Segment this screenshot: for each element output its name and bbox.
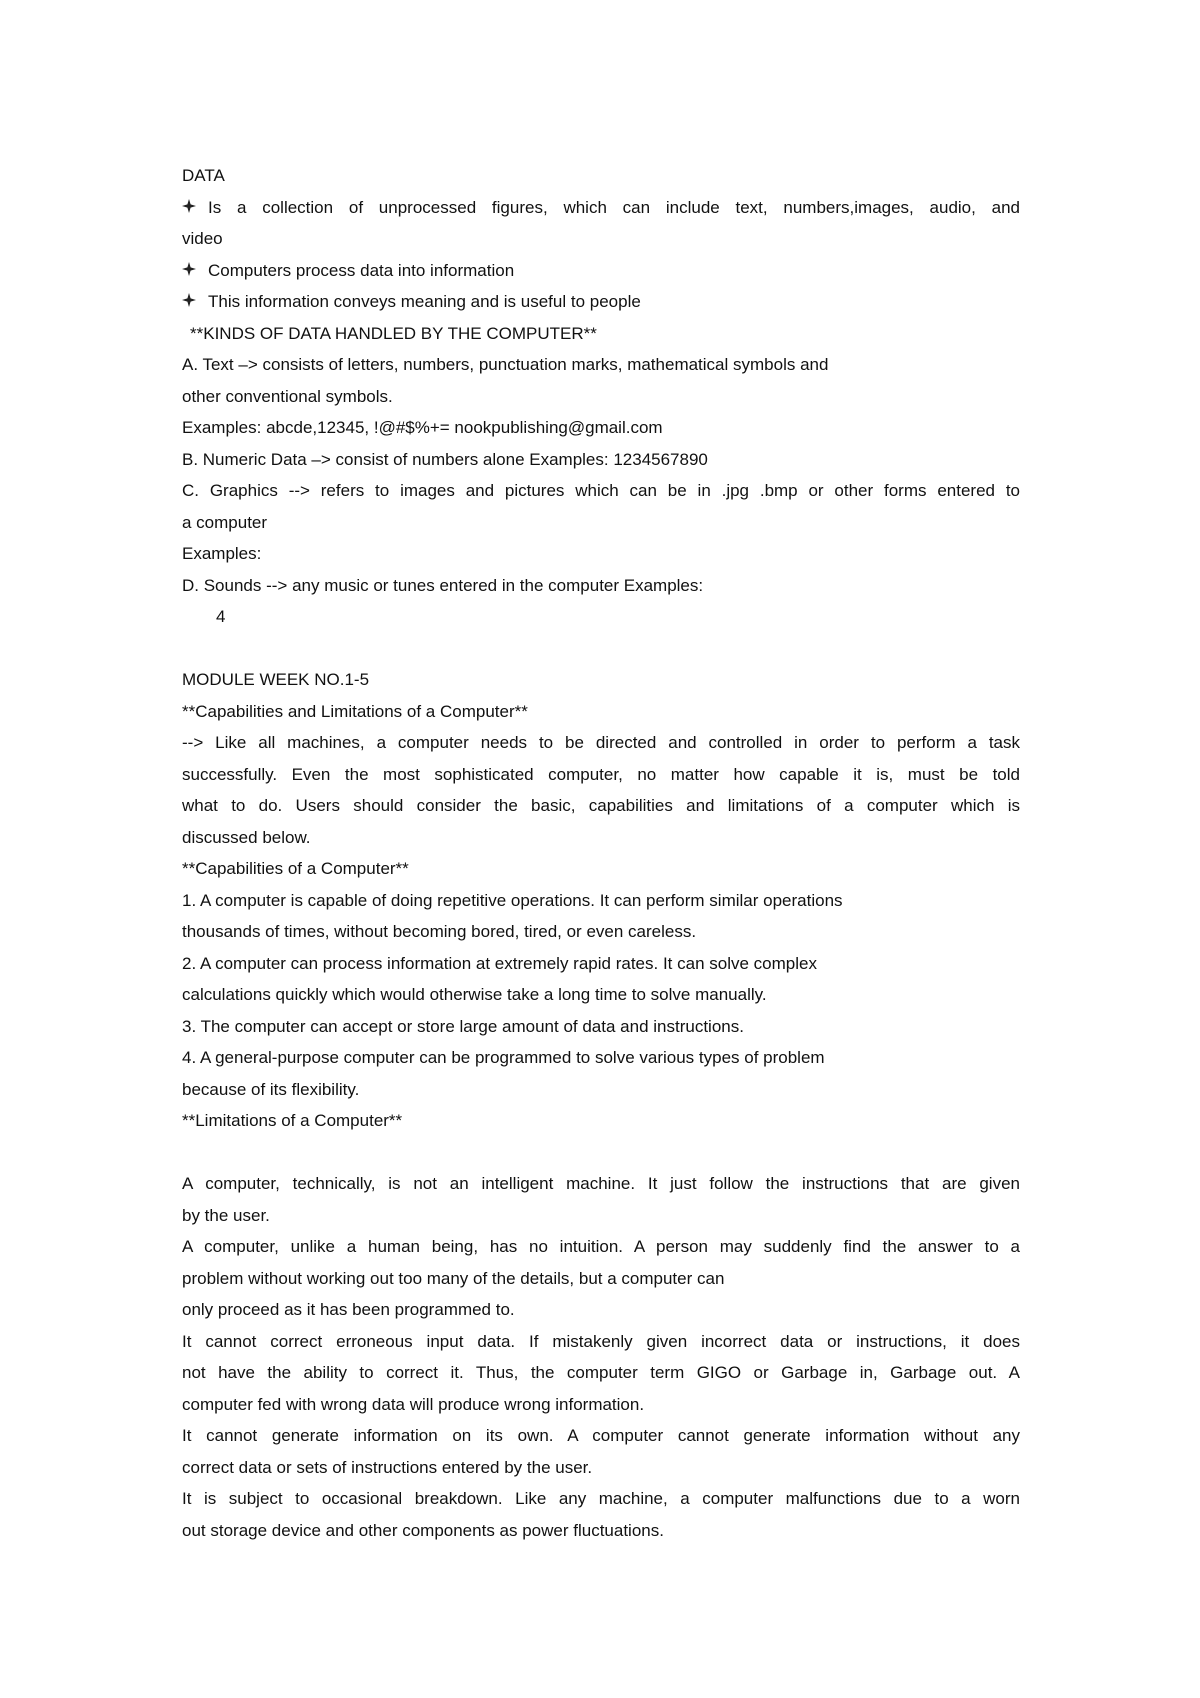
- text-line: A. Text –> consists of letters, numbers, punctuation marks, mathematical symbols and: [182, 355, 829, 374]
- bullet-text: Is a collection of unprocessed figures, which can include text, numbers,images, audio, and: [208, 197, 1020, 217]
- capabilities-heading: **Capabilities of a Computer**: [182, 859, 409, 878]
- bullet-item: [182, 255, 1020, 287]
- text-line: a computer: [182, 512, 268, 532]
- paragraph-line: computer fed with wrong data will produce wrong information.: [182, 1394, 645, 1414]
- text-line: D. Sounds --> any music or tunes entered in the computer Examples:: [182, 575, 704, 595]
- paragraph-line: by the user.: [182, 1205, 270, 1225]
- paragraph-line: It cannot correct erroneous input data. If mistakenly given incorrect data or instructions, it does: [182, 1331, 1020, 1351]
- list-item: 1. A computer is capable of doing repetitive operations. It can perform similar operations: [182, 890, 843, 910]
- four-point-star-icon: [182, 255, 208, 287]
- text-line: C. Graphics --> refers to images and pictures which can be in .jpg .bmp or other forms entered to: [182, 481, 1020, 500]
- list-item: 4. A general-purpose computer can be programmed to solve various types of problem: [182, 1048, 825, 1067]
- spacer: [182, 633, 1020, 665]
- section-subheading: **Capabilities and Limitations of a Computer**: [182, 701, 528, 721]
- list-item: because of its flexibility.: [182, 1079, 360, 1099]
- paragraph-line: problem without working out too many of the details, but a computer can: [182, 1268, 725, 1288]
- paragraph-line: It cannot generate information on its own. A computer cannot generate information without any: [182, 1426, 1020, 1445]
- paragraph-line: out storage device and other components as power fluctuations.: [182, 1520, 664, 1540]
- paragraph-line: discussed below.: [182, 827, 311, 847]
- kinds-heading: **KINDS OF DATA HANDLED BY THE COMPUTER**: [190, 323, 597, 343]
- bullet-item: [182, 286, 1020, 318]
- limitations-heading: **Limitations of a Computer**: [182, 1111, 403, 1130]
- bullet-text: This information conveys meaning and is useful to people: [208, 292, 641, 311]
- paragraph-line: --> Like all machines, a computer needs to be directed and controlled in order to perform a task: [182, 733, 1020, 752]
- paragraph-line: A computer, technically, is not an intelligent machine. It just follow the instructions that are given: [182, 1174, 1020, 1193]
- page-number: 4: [216, 607, 226, 626]
- paragraph-line: only proceed as it has been programmed to.: [182, 1300, 515, 1319]
- four-point-star-icon: [182, 192, 208, 224]
- text-line: B. Numeric Data –> consist of numbers alone Examples: 1234567890: [182, 449, 708, 469]
- paragraph-line: not have the ability to correct it. Thus, the computer term GIGO or Garbage in, Garbage out. A: [182, 1363, 1020, 1382]
- text-line: Examples:: [182, 544, 262, 563]
- list-item: calculations quickly which would otherwise take a long time to solve manually.: [182, 985, 767, 1004]
- list-item: 3. The computer can accept or store large amount of data and instructions.: [182, 1016, 744, 1036]
- paragraph-line: It is subject to occasional breakdown. Like any machine, a computer malfunctions due to a worn: [182, 1489, 1020, 1508]
- text-line: other conventional symbols.: [182, 386, 393, 406]
- paragraph-line: A computer, unlike a human being, has no intuition. A person may suddenly find the answer to a: [182, 1237, 1020, 1256]
- paragraph-line: what to do. Users should consider the basic, capabilities and limitations of a computer which is: [182, 796, 1020, 815]
- bullet-text: Computers process data into information: [208, 260, 515, 280]
- list-item: 2. A computer can process information at extremely rapid rates. It can solve complex: [182, 953, 817, 973]
- text-line: Examples: abcde,12345, !@#$%+= nookpublishing@gmail.com: [182, 418, 663, 437]
- section-heading-data: DATA: [182, 166, 225, 185]
- four-point-star-icon: [182, 286, 208, 318]
- paragraph-line: successfully. Even the most sophisticated computer, no matter how capable it is, must be told: [182, 764, 1020, 784]
- bullet-continuation: video: [182, 229, 223, 248]
- paragraph-line: correct data or sets of instructions entered by the user.: [182, 1457, 593, 1477]
- module-heading: MODULE WEEK NO.1-5: [182, 670, 370, 689]
- spacer: [182, 1137, 1020, 1169]
- bullet-item: [182, 192, 1020, 224]
- document-body: [182, 160, 1020, 1546]
- list-item: thousands of times, without becoming bored, tired, or even careless.: [182, 922, 697, 941]
